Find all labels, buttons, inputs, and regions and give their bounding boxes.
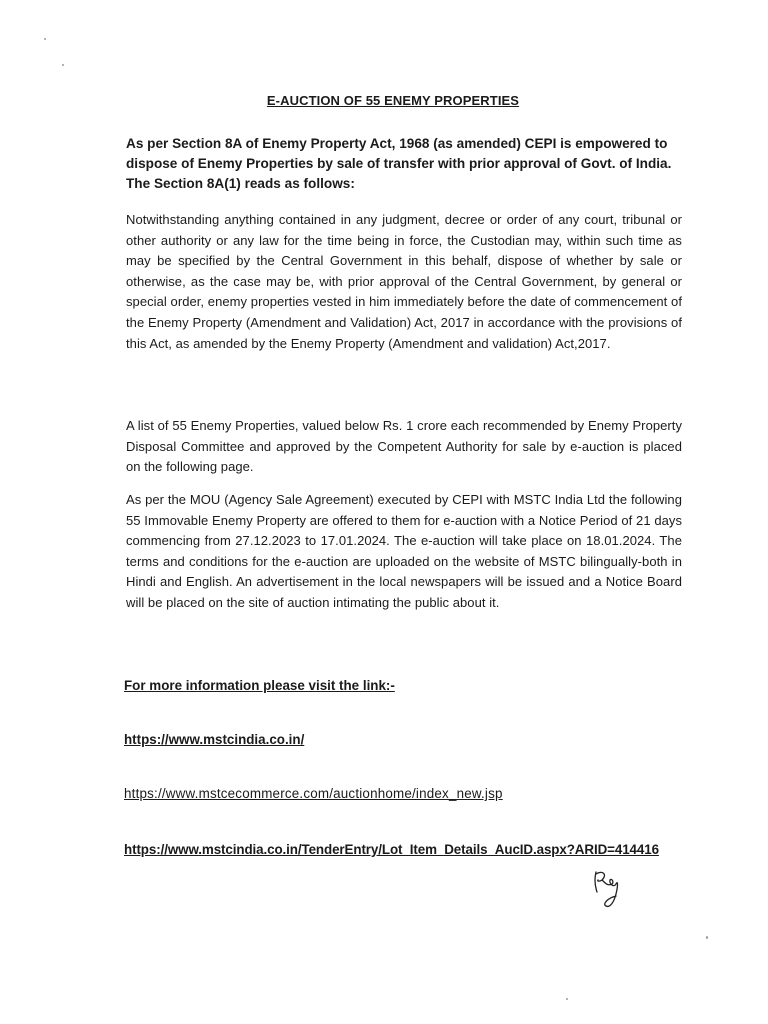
scan-speck (44, 38, 46, 40)
section-8a-quote-paragraph: Notwithstanding anything contained in any judgment, decree or order of any court, tribunal or other authority or any law for the time being in force, the Custodian may, within such time as may be specified by the Central Government in this behalf, dispose of whether by sale or otherwise, as the case may be, with prior approval of the Central Government, by general or special order, enemy properties vested in him immediately before the date of commencement of the Enemy Property (Amendment and Validation) Act, 2017 in accordance with the provisions of this Act, as amended by the Enemy Property (Amendment and validation) Act,2017. (126, 212, 682, 351)
scan-speck (566, 998, 568, 1000)
lead-paragraph: As per Section 8A of Enemy Property Act, 1968 (as amended) CEPI is empowered to dispose of Enemy Properties by sale of transfer with prior approval of Govt. of India. The Section 8A(1) reads as follows: (126, 136, 672, 191)
property-list-paragraph: A list of 55 Enemy Properties, valued below Rs. 1 crore each recommended by Enemy Property Disposal Committee and approved by the Competent Authority for sale by e-auction is placed on the following page. (126, 418, 682, 475)
scan-speck (62, 64, 64, 66)
mstc-ecommerce-link[interactable]: https://www.mstcecommerce.com/auctionhome/index_new.jsp (124, 786, 503, 801)
mou-paragraph: As per the MOU (Agency Sale Agreement) executed by CEPI with MSTC India Ltd the following 55 Immovable Enemy Property are offered to them for e-auction with a Notice Period of 21 days commencing from 27.12.2023 to 17.01.2024. The e-auction will take place on 18.01.2024. The terms and conditions for the e-auction are uploaded on the website of MSTC bilingually-both in Hindi and English. An advertisement in the local newspapers will be issued and a Notice Board will be placed on the site of auction intimating the public about it. (126, 492, 682, 610)
mstc-india-link[interactable]: https://www.mstcindia.co.in/ (124, 732, 305, 747)
links-heading: For more information please visit the link:- (124, 678, 395, 693)
lot-item-details-link[interactable]: https://www.mstcindia.co.in/TenderEntry/Lot_Item_Details_AucID.aspx?ARID=414416 (124, 842, 659, 857)
scan-speck (706, 936, 708, 939)
page-title: E-AUCTION OF 55 ENEMY PROPERTIES (266, 93, 520, 108)
handwritten-initials-icon (588, 866, 628, 914)
